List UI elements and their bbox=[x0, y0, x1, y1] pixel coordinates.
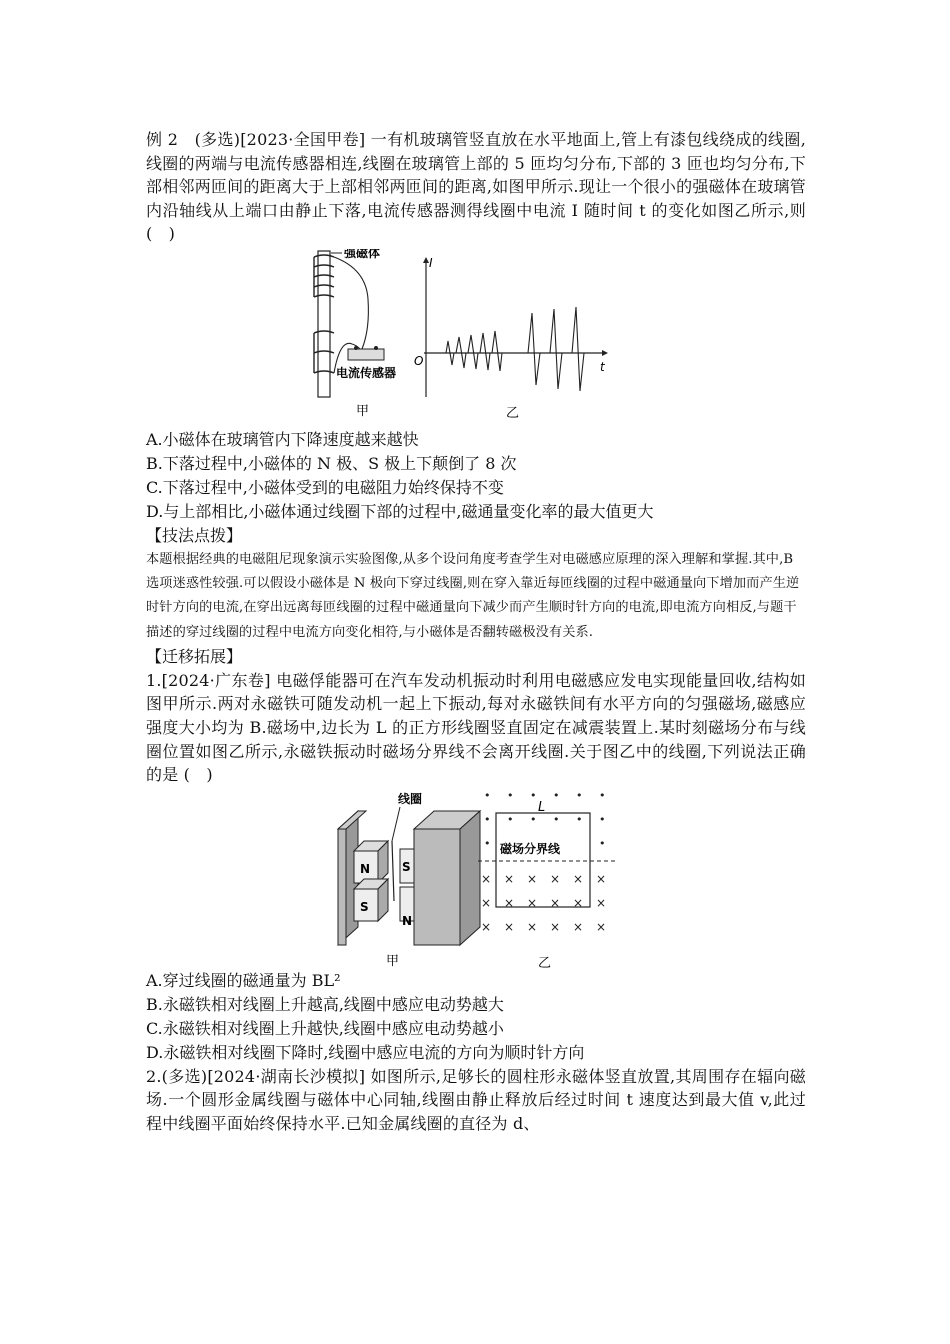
caption-right: 乙 bbox=[506, 405, 520, 421]
svg-text:•: • bbox=[484, 836, 491, 850]
svg-text:×: × bbox=[596, 919, 607, 934]
wire-upper bbox=[334, 257, 368, 349]
sensor-label: 电流传感器 bbox=[336, 365, 397, 380]
option-a[interactable]: A.小磁体在玻璃管内下降速度越来越快 bbox=[146, 429, 419, 449]
svg-text:•: • bbox=[576, 812, 583, 826]
figure-example2 bbox=[296, 249, 626, 424]
svg-text:×: × bbox=[527, 895, 538, 910]
boundary-label: 磁场分界线 bbox=[500, 841, 561, 856]
svg-text:×: × bbox=[527, 871, 538, 886]
svg-text:×: × bbox=[550, 919, 561, 934]
svg-text:×: × bbox=[481, 895, 492, 910]
svg-text:•: • bbox=[553, 812, 560, 826]
q1-stem: 1.[2024·广东卷] 电磁俘能器可在汽车发动机振动时利用电磁感应发电实现能量回收,结构如图甲所示.两对永磁铁可随发动机一起上下振动,每对永磁铁间有水平方向的匀强磁场,磁感应强度大小均为 B.磁场中,边长为 L 的正方形线圈竖直固定在减震装置上.某时刻磁场分布与线圈位置如图乙所示,永磁铁振动时磁场分界线不会离开线圈.关于图乙中的线圈,下列说法正确的是 ( ) bbox=[146, 670, 806, 785]
caption-left: 甲 bbox=[356, 403, 370, 419]
crosses-region bbox=[481, 872, 606, 934]
pole-s-lower: S bbox=[360, 899, 369, 914]
pole-n-lower: N bbox=[402, 913, 413, 928]
svg-text:•: • bbox=[576, 790, 583, 802]
sensor-box bbox=[348, 349, 384, 360]
option-b[interactable]: B.下落过程中,小磁体的 N 极、S 极上下颠倒了 8 次 bbox=[146, 453, 517, 473]
figure-example2-svg bbox=[296, 249, 626, 424]
svg-text:×: × bbox=[596, 871, 607, 886]
svg-text:×: × bbox=[573, 871, 584, 886]
svg-text:•: • bbox=[553, 790, 560, 802]
svg-text:•: • bbox=[599, 790, 606, 802]
q1-caption-right: 乙 bbox=[538, 955, 552, 969]
axis-t-label: t bbox=[600, 359, 605, 374]
svg-text:×: × bbox=[573, 919, 584, 934]
svg-text:•: • bbox=[507, 790, 514, 802]
pole-s-upper: S bbox=[402, 859, 411, 874]
svg-text:×: × bbox=[504, 871, 515, 886]
svg-text:•: • bbox=[484, 790, 491, 802]
q2-stem: 2.(多选)[2024·湖南长沙模拟] 如图所示,足够长的圆柱形永磁体竖直放置,其周围存在辐向磁场.一个圆形金属线圈与磁体中心同轴,线圈由静止释放后经过时间 t 速度达到最大值 v,此过程中线圈平面始终保持水平.已知金属线圈的直径为 d、 bbox=[146, 1066, 806, 1133]
q1-option-a[interactable]: A.穿过线圈的磁通量为 BL² bbox=[146, 970, 341, 990]
svg-text:•: • bbox=[530, 812, 537, 826]
q1-option-c[interactable]: C.永磁铁相对线圈上升越快,线圈中感应电动势越小 bbox=[146, 1018, 504, 1038]
tips-heading: 【技法点拨】 bbox=[146, 525, 243, 545]
svg-text:×: × bbox=[481, 871, 492, 886]
coil-label: 线圈 bbox=[398, 791, 423, 806]
axis-i-label: I bbox=[429, 255, 433, 270]
tips-body: 本题根据经典的电磁阻尼现象演示实验图像,从多个设问角度考查学生对电磁感应原理的深入理解和掌握.其中,B 选项迷惑性较强.可以假设小磁体是 N 极向下穿过线圈,则在穿入靠近每匝线圈的过程中磁通量向下增加而产生逆时针方向的电流,在穿出远离每匝线圈的过程中磁通量向下减少而产生顺时针方向的电流,即电流方向相反,与题干描述的穿过线圈的过程中电流方向变化相符,与小磁体是否翻转磁极没有关系. bbox=[146, 551, 800, 640]
q1-option-b[interactable]: B.永磁铁相对线圈上升越高,线圈中感应电动势越大 bbox=[146, 994, 504, 1014]
figure-q1 bbox=[334, 791, 619, 969]
svg-text:×: × bbox=[596, 895, 607, 910]
example2-stem: 例 2 (多选)[2023·全国甲卷] 一有机玻璃管竖直放在水平地面上,管上有漆包线绕成的线圈,线圈的两端与电流传感器相连,线圈在玻璃管上部的 5 匝均匀分布,下部的 3 匝也均匀分布,下部相邻两匝间的距离大于上部相邻两匝间的距离,如图甲所示.现让一个很小的强磁体在玻璃管内沿轴线从上端口由静止下落,电流传感器测得线圈中电流 I 随时间 t 的变化如图乙所示,则 ( ) bbox=[146, 130, 806, 244]
svg-text:×: × bbox=[573, 895, 584, 910]
origin-label: O bbox=[414, 353, 424, 368]
current-waveform bbox=[446, 307, 584, 391]
svg-text:•: • bbox=[507, 812, 514, 826]
page-content bbox=[146, 128, 806, 1136]
side-label: L bbox=[538, 799, 546, 815]
svg-text:×: × bbox=[504, 895, 515, 910]
option-d[interactable]: D.与上部相比,小磁体通过线圈下部的过程中,磁通量变化率的最大值更大 bbox=[146, 501, 654, 521]
transfer-heading: 【迁移拓展】 bbox=[146, 647, 243, 667]
svg-text:×: × bbox=[527, 919, 538, 934]
svg-text:×: × bbox=[481, 919, 492, 934]
svg-text:×: × bbox=[550, 871, 561, 886]
option-c[interactable]: C.下落过程中,小磁体受到的电磁阻力始终保持不变 bbox=[146, 477, 504, 497]
svg-text:•: • bbox=[599, 836, 606, 850]
coil-square bbox=[496, 813, 590, 907]
figure-q1-svg bbox=[334, 791, 619, 969]
q1-caption-left: 甲 bbox=[386, 953, 400, 969]
pole-n-upper: N bbox=[360, 861, 371, 876]
magnet-label: 强磁体 bbox=[344, 248, 381, 260]
svg-text:•: • bbox=[484, 812, 491, 826]
q1-option-d[interactable]: D.永磁铁相对线圈下降时,线圈中感应电流的方向为顺时针方向 bbox=[146, 1042, 585, 1062]
svg-text:•: • bbox=[530, 790, 537, 802]
svg-text:×: × bbox=[504, 919, 515, 934]
svg-text:×: × bbox=[550, 895, 561, 910]
glass-tube bbox=[318, 251, 330, 397]
svg-text:•: • bbox=[599, 812, 606, 826]
